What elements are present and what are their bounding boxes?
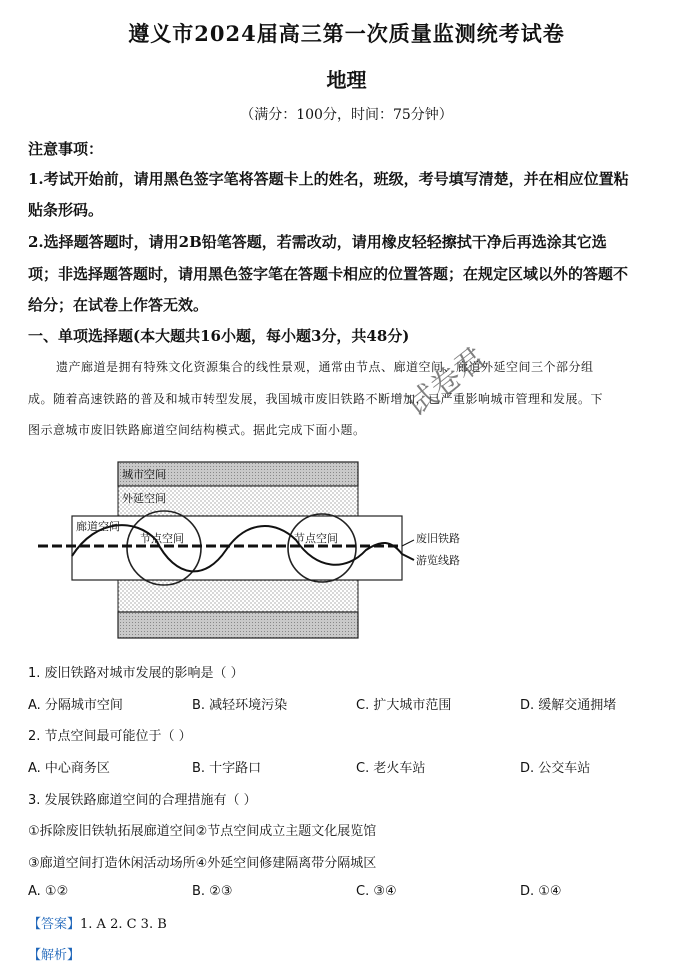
- corridor-space-label: 廊道空间: [76, 520, 120, 533]
- q3-statements-line-1: ①拆除废旧铁轨拓展廊道空间②节点空间成立主题文化展览馆: [28, 824, 377, 839]
- q3-option-a: A. ①②: [28, 884, 69, 899]
- notice-heading: 注意事项：: [28, 140, 104, 158]
- tour-route-label: 游览线路: [416, 554, 460, 567]
- subject-title: 地理: [326, 68, 367, 92]
- q3-option-c: C. ③④: [356, 884, 397, 899]
- city-space-label: 城市空间: [122, 468, 166, 481]
- extended-space-band-bottom: [118, 580, 358, 612]
- node-space-label-2: 节点空间: [294, 532, 338, 545]
- answer-tag: 【答案】: [28, 917, 81, 932]
- q3-statements-line-2: ③廊道空间打造休闲活动场所④外延空间修建隔离带分隔城区: [28, 856, 377, 871]
- notice-item-2-line-1: 2.选择题答题时，请用2B铅笔答题，若需改动，请用橡皮轻轻擦拭干净后再选涂其它选: [28, 233, 607, 251]
- notice-item-2-line-3: 给分；在试卷上作答无效。: [28, 296, 209, 314]
- question-1-stem: 1. 废旧铁路对城市发展的影响是（ ）: [28, 666, 244, 681]
- notice-item-2-line-2: 项；非选择题答题时，请用黑色签字笔在答题卡相应的位置答题；在规定区域以外的答题不: [28, 265, 629, 283]
- q3-option-d: D. ①④: [520, 884, 562, 899]
- score-time: （满分：100分，时间：75分钟）: [240, 107, 453, 123]
- old-railway-arrow-line: [402, 540, 414, 546]
- intro-line-1: 遗产廊道是拥有特殊文化资源集合的线性景观，通常由节点、廊道空间、廊道外延空间三个部分组: [56, 360, 594, 374]
- corridor-diagram: [36, 460, 466, 645]
- q1-option-d: D. 缓解交通拥堵: [520, 698, 617, 713]
- q3-option-b: B. ②③: [192, 884, 233, 899]
- q1-option-a: A. 分隔城市空间: [28, 698, 123, 713]
- q2-option-d: D. 公交车站: [520, 761, 591, 776]
- answer-text: 1. A 2. C 3. B: [80, 917, 167, 932]
- notice-item-1-line-1: 1.考试开始前，请用黑色签字笔将答题卡上的姓名，班级，考号填写清楚，并在相应位置粘: [28, 170, 629, 188]
- q2-option-b: B. 十字路口: [192, 761, 262, 776]
- intro-line-3: 图示意城市废旧铁路廊道空间结构模式。据此完成下面小题。: [28, 423, 366, 437]
- q1-option-c: C. 扩大城市范围: [356, 698, 452, 713]
- q1-option-b: B. 减轻环境污染: [192, 698, 288, 713]
- question-2-stem: 2. 节点空间最可能位于（ ）: [28, 729, 192, 744]
- notice-item-1-line-2: 贴条形码。: [28, 201, 104, 219]
- analysis-tag: 【解析】: [28, 948, 81, 963]
- watermark: 试卷君: [399, 340, 493, 424]
- extended-space-label: 外延空间: [122, 492, 166, 505]
- section-heading: 一、单项选择题(本大题共16小题，每小题3分，共48分): [28, 327, 410, 345]
- node-space-label-1: 节点空间: [140, 532, 184, 545]
- q2-option-c: C. 老火车站: [356, 761, 426, 776]
- answer-line: [28, 913, 167, 932]
- exam-title: 遵义市2024届高三第一次质量监测统考试卷: [128, 21, 565, 46]
- question-3-stem: 3. 发展铁路廊道空间的合理措施有（ ）: [28, 793, 257, 808]
- intro-line-2: 成。随着高速铁路的普及和城市转型发展，我国城市废旧铁路不断增加，已严重影响城市管理和发展。下: [28, 392, 604, 406]
- city-space-band-bottom: [118, 612, 358, 638]
- q2-option-a: A. 中心商务区: [28, 761, 110, 776]
- old-railway-label: 废旧铁路: [416, 532, 460, 545]
